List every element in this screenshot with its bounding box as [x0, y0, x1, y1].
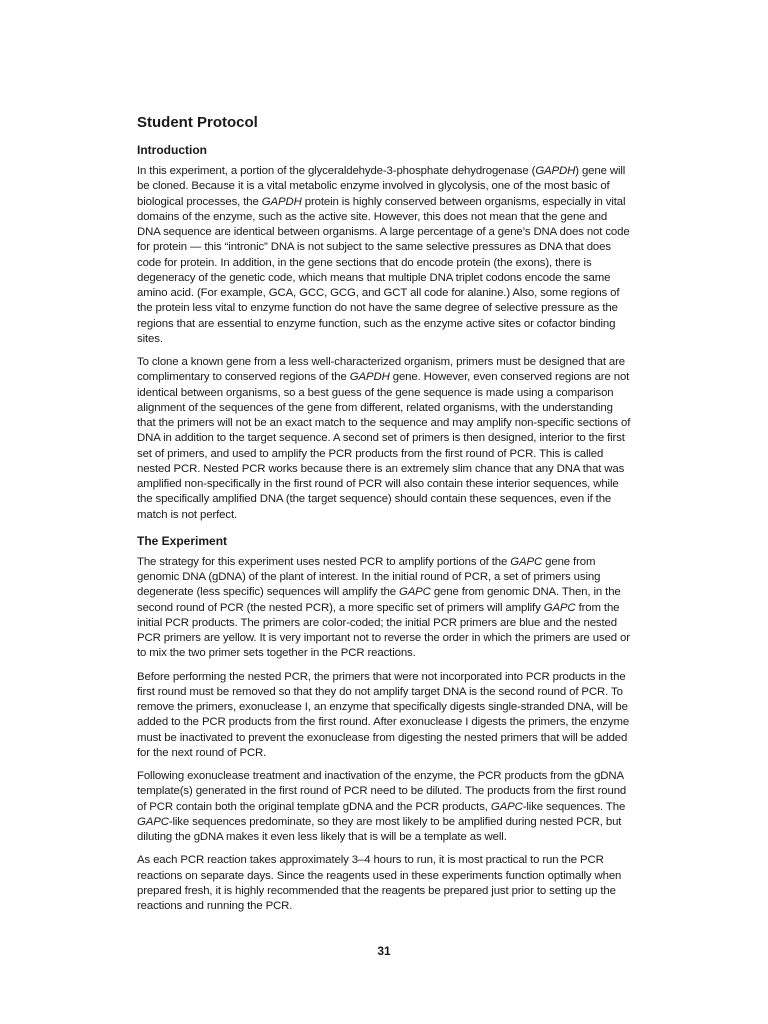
paragraph-text: Following exonuclease treatment and inactivation of the enzyme, the PCR products from the gDNA template(s) generated in the first round of PCR need to be diluted. The products from the first round of PCR contain both the original template gDNA and the PCR products, [137, 770, 627, 813]
paragraph-text: -like sequences predominate, so they are most likely to be amplified during nested PCR, but diluting the gDNA makes it even less likely that is will be a template as well. [137, 815, 622, 843]
page-number: 31 [377, 944, 391, 958]
paragraph-text: As each PCR reaction takes approximately 3–4 hours to run, it is most practical to run the PCR reactions on separate days. Since the reagents used in these experiments function optimally when prepared fresh, it is highly recommended that the reagents be prepared just prior to setting up the reactions and running the PCR. [137, 854, 622, 912]
section-heading-introduction: Introduction [137, 143, 207, 157]
body-paragraph [137, 853, 632, 914]
paragraph-text: To clone a known gene from a less well-characterized organism, primers must be designed that are complimentary to conserved regions of the [137, 356, 626, 384]
italic-gene-name: GAPDH [261, 195, 302, 208]
section-heading-experiment: The Experiment [137, 533, 228, 548]
body-paragraph [137, 355, 632, 523]
paragraph-text: gene from genomic DNA (gDNA) of the plant of interest. In the initial round of PCR, a set of primers using degenerate (less specific) sequences will amplify the [137, 555, 601, 599]
paragraph-text: gene from genomic DNA. Then, in the second round of PCR (the nested PCR), a more specific set of primers will amplify [137, 586, 621, 614]
paragraph-text: The strategy for this experiment uses nested PCR to amplify portions of the [137, 555, 511, 568]
italic-gene-name: GAPC [543, 601, 576, 614]
paragraph-text: In this experiment, a portion of the glyceraldehyde-3-phosphate dehydrogenase ( [137, 165, 536, 177]
paragraph-text: ) gene will be cloned. Because it is a vital metabolic enzyme involved in glycolysis, one of the most basic of biological processes, the [137, 165, 626, 208]
experiment-paragraphs [137, 555, 632, 915]
introduction-paragraphs [137, 164, 632, 523]
italic-gene-name: GAPC [137, 815, 169, 828]
paragraph-text: gene. However, even conserved regions are not identical between organisms, so a best guess of the gene sequence is made using a comparison alignment of the sequences of the gene from different, related organisms, with the understanding that the primers will not be an exact match to the sequence and may amplify non-specific sections of DNA in addition to the target sequence. A second set of primers is then designed, interior to the first set of primers, and used to amplify the PCR products from the first round of PCR. This is called nested PCR. Nested PCR works because there is an extremely slim chance that any DNA that was amplified non-specifically in the first round of PCR will also contain these interior sequences, while the specifically amplified DNA (the target sequence) should contain these sequences, even if the match is not perfect. [137, 371, 631, 521]
body-paragraph [137, 769, 632, 845]
paragraph-text: Before performing the nested PCR, the primers that were not incorporated into PCR products in the first round must be removed so that they do not amplify target DNA is the second round of PCR. To remove the primers, exonuclease I, an enzyme that specifically digests single-stranded DNA, will be added to the PCR products from the first round. After exonuclease I digests the primers, the enzyme must be inactivated to prevent the exonuclease from digesting the nested primers that will be added for the next round of PCR. [137, 670, 630, 759]
italic-gene-name: GAPDH [349, 371, 390, 384]
body-paragraph [137, 670, 632, 762]
italic-gene-name: GAPC [510, 555, 543, 568]
paragraph-text: from the initial PCR products. The primers are color-coded; the initial PCR primers are blue and the nested PCR primers are yellow. It is very important not to reverse the order in which the primers are used or to mix the two primer sets together in the PCR reactions. [137, 601, 630, 660]
italic-gene-name: GAPC [398, 586, 431, 599]
italic-gene-name: GAPDH [535, 165, 576, 177]
body-paragraph [137, 164, 632, 347]
page-title: Student Protocol [137, 114, 258, 131]
body-paragraph [137, 555, 632, 662]
paragraph-text: -like sequences. The [522, 800, 626, 813]
document-body [137, 113, 632, 922]
italic-gene-name: GAPC [490, 800, 523, 813]
paragraph-text: protein is highly conserved between organisms, especially in vital domains of the enzyme, such as the active site. However, this does not mean that the gene and DNA sequence are identical between organisms. A large percentage of a gene’s DNA does not code for protein — this “intronic” DNA is not subject to the same selective pressures as DNA that does code for protein. In addition, in the gene sections that do encode protein (the exons), there is degeneracy of the genetic code, which means that multiple DNA triplet codons encode the same amino acid. (For example, GCA, GCC, GCG, and GCT all code for alanine.) Also, some regions of the protein less vital to enzyme function do not have the same degree of selective pressure as the regions that are essential to enzyme function, such as the enzyme active sites or cofactor binding sites. [137, 195, 630, 345]
